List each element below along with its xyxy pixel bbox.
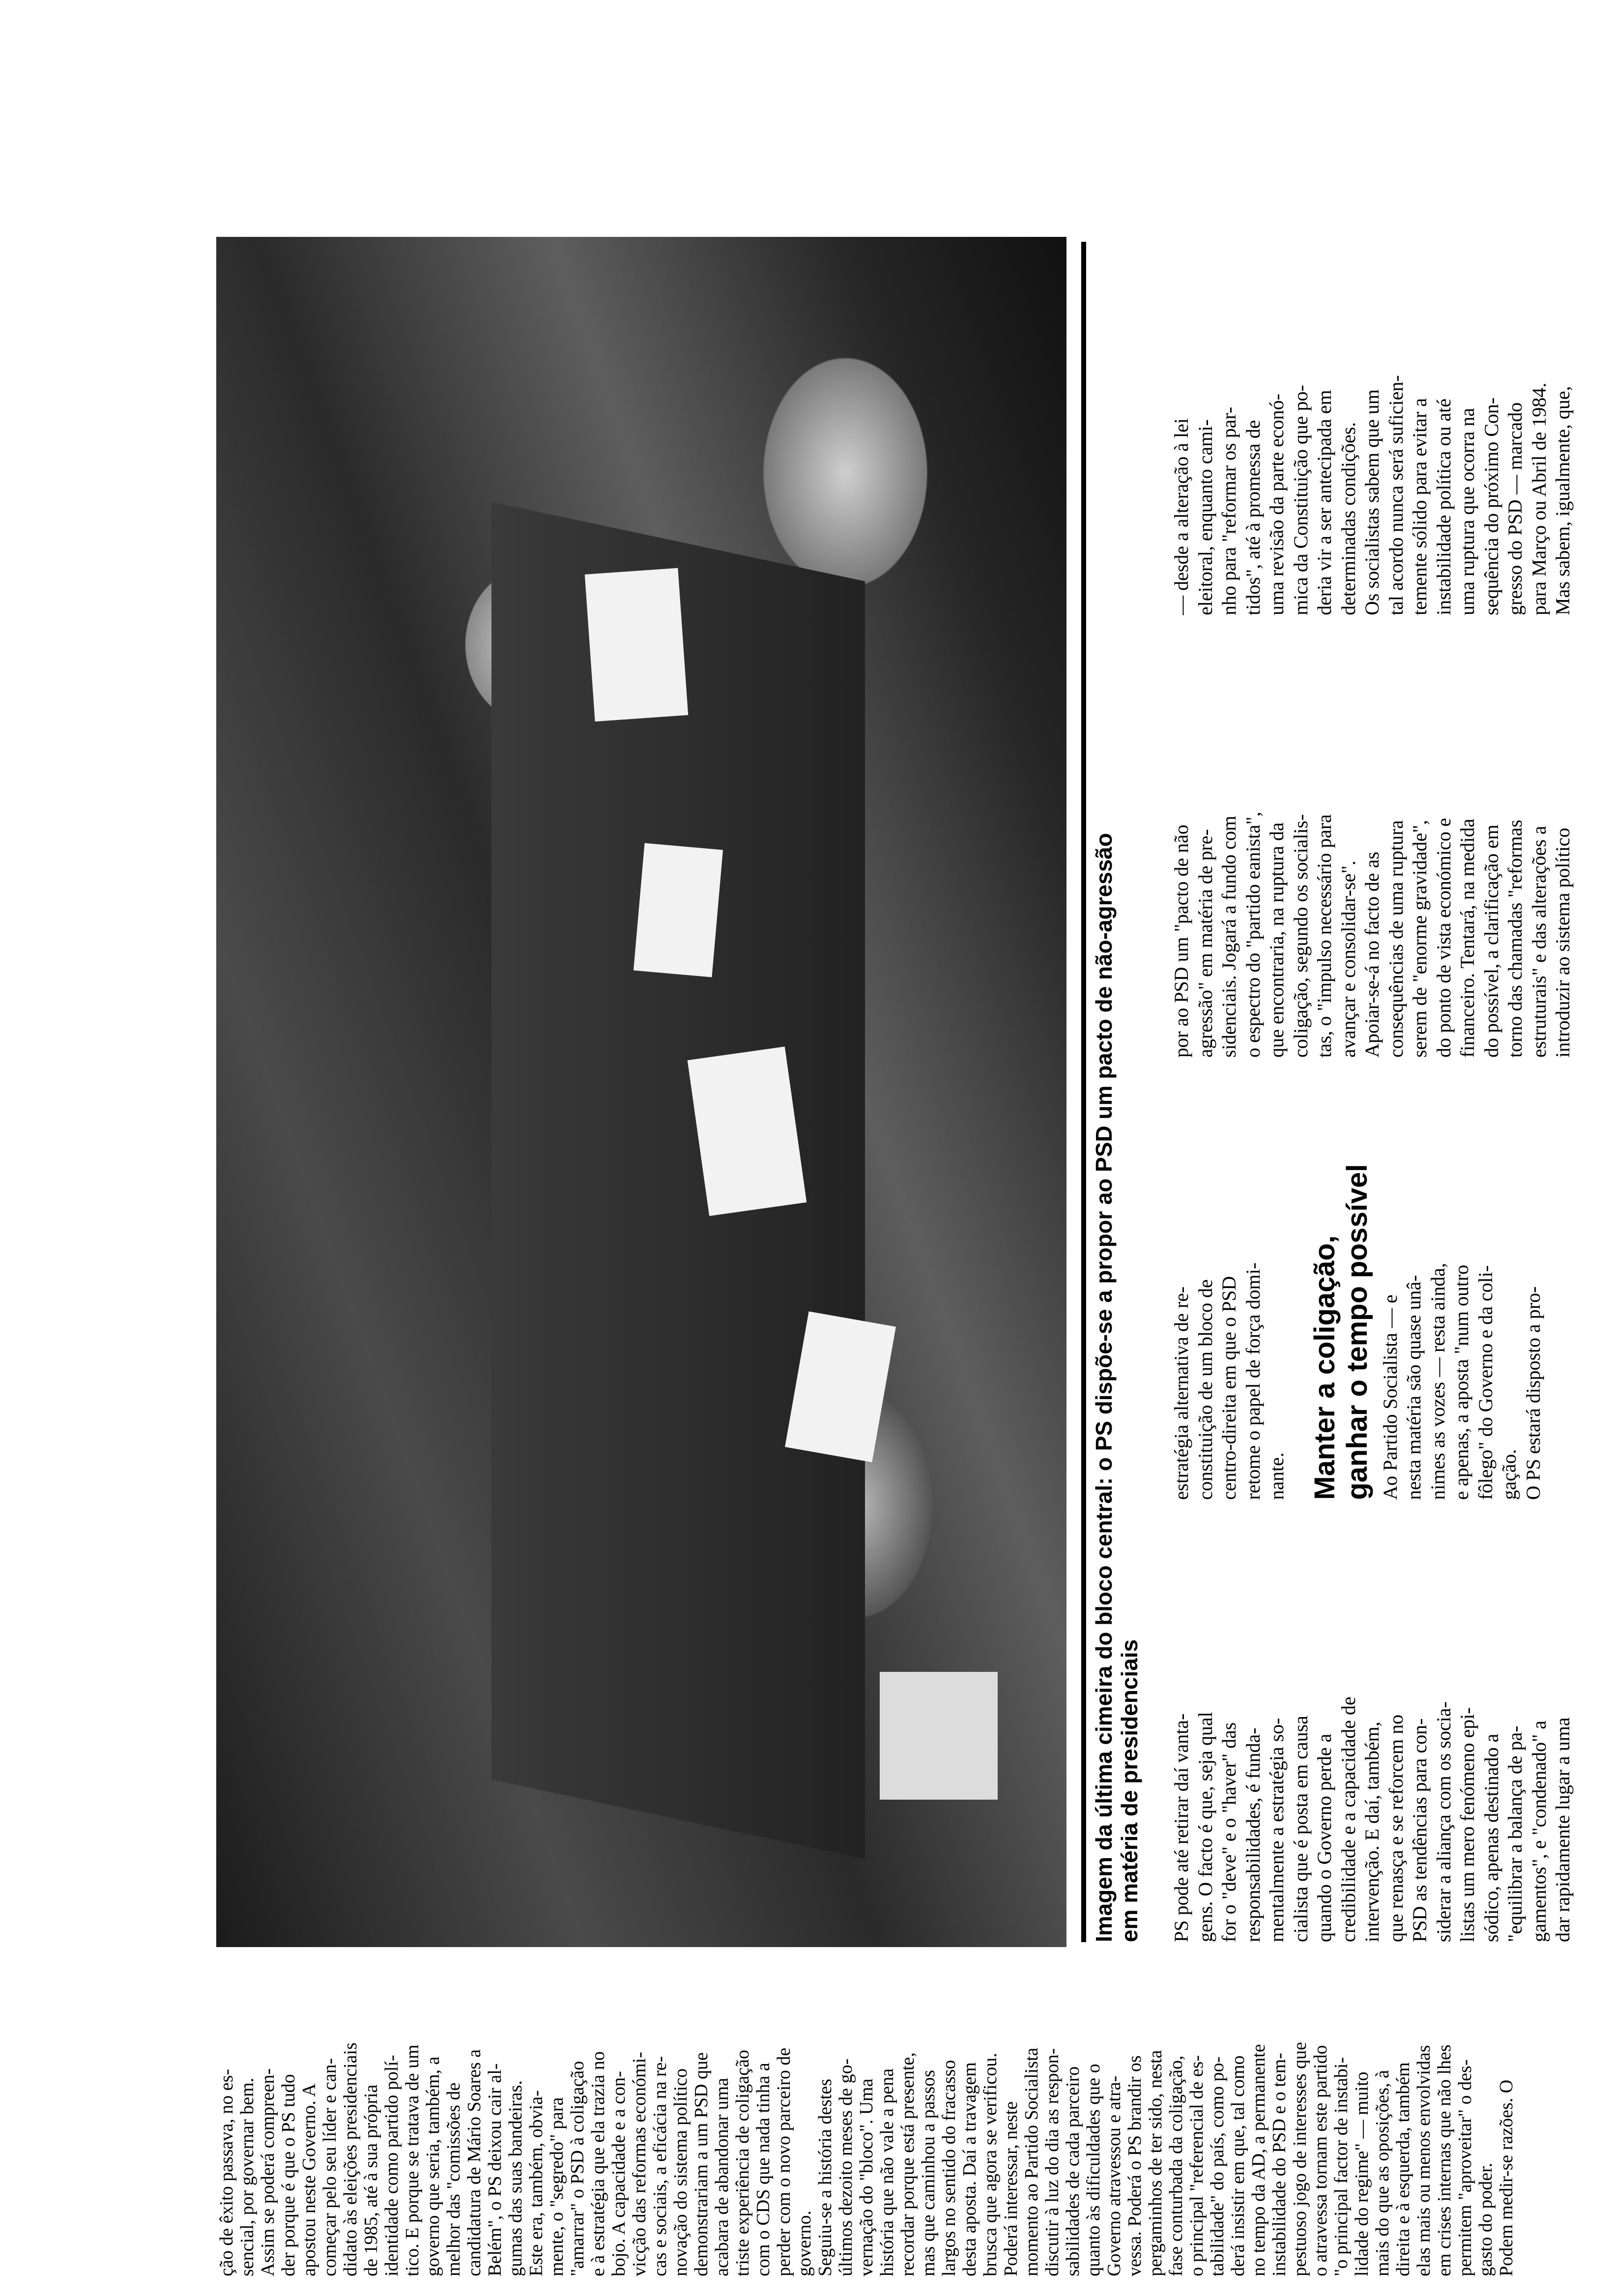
left-column-line: sencial, por governar bem.	[237, 2077, 258, 2276]
left-column-line: derá insistir em que, tal como	[1228, 2055, 1248, 2276]
col2-line: PS pode até retirar daí vanta-	[1170, 1713, 1192, 1942]
left-column-line: discutir à luz do dia as respon-	[1042, 2048, 1063, 2276]
col5-line: sequência do próximo Con-	[1480, 397, 1502, 615]
left-column-line: Poderá interessar, neste	[1001, 2101, 1021, 2276]
section-subhead	[1309, 1077, 1374, 1500]
left-column-line: sabilidades de cada parceiro	[1063, 2066, 1083, 2276]
left-column-line: em crises internas que não lhes	[1434, 2044, 1455, 2276]
article-column-3	[1170, 1077, 1545, 1500]
left-column-line: pergaminhos de ter sido, nesta	[1145, 2050, 1166, 2276]
photo-paper	[633, 843, 723, 977]
col3-line: retome o papel de força domi-	[1241, 1262, 1264, 1500]
photo-caption	[1081, 242, 1142, 1942]
col3-line: centro-direita em que o PSD	[1218, 1276, 1240, 1500]
col4-line: consequências de uma ruptura	[1384, 820, 1407, 1058]
left-column-line: Governo atravessou e atra-	[1104, 2075, 1124, 2276]
left-column-line: "o principal factor de instabi-	[1331, 2057, 1352, 2276]
caption-line-2: em matéria de presidenciais	[1117, 1639, 1142, 1942]
left-column-line: desta aposta. Daí a travagem	[959, 2062, 980, 2276]
col3-line: nante.	[1266, 1452, 1288, 1500]
left-column-line: der porque é que o PS tudo	[278, 2074, 299, 2276]
col2-line: quando o Governo perde a	[1313, 1733, 1335, 1942]
col5-line: gresso do PSD — marcado	[1504, 402, 1526, 615]
subhead-line-2: ganhar o tempo possível	[1341, 1164, 1373, 1500]
left-column-line: Seguiu-se a história destes	[815, 2078, 835, 2276]
col4-line: avançar e consolidar-se".	[1337, 861, 1359, 1058]
left-article-column	[216, 1962, 1543, 2276]
left-column-line: com o CDS que nada tinha a	[753, 2063, 774, 2276]
col4-line: sidenciais. Jogará a fundo com	[1218, 815, 1240, 1058]
left-column-line: o principal "referencial de es-	[1186, 2055, 1207, 2276]
col2-line: gamentos", e "condenado" a	[1527, 1720, 1550, 1942]
left-column-line: momento ao Partido Socialista	[1021, 2047, 1042, 2276]
left-column-line: governo.	[794, 2210, 815, 2276]
col3-line: Ao Partido Socialista — e	[1379, 1294, 1401, 1500]
left-column-line: Podem medir-se razões. O	[1496, 2079, 1517, 2276]
left-column-line: governo que seria, também, a	[423, 2056, 443, 2276]
left-column-line: instabilidade do PSD e o tem-	[1269, 2053, 1290, 2276]
col5-line: determinadas condições.	[1337, 422, 1359, 615]
left-column-line: mente, o "segredo" para	[547, 2097, 567, 2276]
col2-line: gens. O facto é que, seja qual	[1194, 1712, 1216, 1942]
col5-line: — desde a alteração à lei	[1170, 418, 1192, 615]
left-column-line: gasto do poder.	[1475, 2162, 1496, 2276]
left-column-line: vernação do "bloco". Uma	[856, 2078, 877, 2276]
col3-line: gação.	[1498, 1449, 1520, 1500]
col4-line: introduzir ao sistema político	[1552, 828, 1574, 1058]
col2-line: listas um mero fenómeno epi-	[1456, 1707, 1478, 1942]
left-column-line: melhor das "comissões de	[443, 2082, 464, 2276]
col2-line: responsabilidades, é funda-	[1241, 1727, 1264, 1942]
caption-line-1: Imagem da última cimeira do bloco central: o PS dispõe-se a propor ao PSD um pacto de não-agressão	[1091, 832, 1117, 1942]
left-column-line: candidatura de Mário Soares a	[464, 2049, 485, 2276]
left-column-line: largos no sentido do fracasso	[939, 2060, 959, 2276]
col5-line: Os socialistas sabem que um	[1361, 389, 1383, 615]
article-column-2	[1170, 1520, 1575, 1942]
col5-line: uma revisão da parte econó-	[1266, 394, 1288, 615]
col2-line: siderar a aliança com os socia-	[1432, 1701, 1455, 1942]
col5-line: para Março ou Abril de 1984.	[1527, 382, 1550, 615]
col4-line: que encontraria, na ruptura da	[1266, 822, 1288, 1058]
left-column-line: vessa. Poderá o PS brandir os	[1124, 2055, 1145, 2276]
col3-line: O PS estará disposto a pro-	[1522, 1286, 1544, 1500]
col5-line: Mas sabem, igualmente, que,	[1552, 386, 1574, 615]
col5-line: instabilidade política ou até	[1432, 399, 1455, 615]
photo-paper	[585, 568, 688, 722]
left-column-line: triste experiência de coligação	[732, 2049, 753, 2276]
col2-line: PSD as tendências para con-	[1409, 1718, 1431, 1942]
col2-line: dar rapidamente lugar a uma	[1552, 1717, 1574, 1942]
col4-line: do ponto de vista económico e	[1432, 818, 1455, 1058]
left-column-line: mas que caminhou a passos	[918, 2069, 939, 2276]
left-column-line: fase conturbada da coligação,	[1166, 2055, 1186, 2276]
col4-line: Apoiar-se-á no facto de as	[1361, 851, 1383, 1058]
col3-line: e apenas, a aposta "num outro	[1450, 1264, 1472, 1500]
left-column-line: permitem "aproveitar" o des-	[1455, 2059, 1475, 2276]
left-column-line: Este era, também, obvia-	[526, 2090, 547, 2276]
col4-line: agressão" em matéria de pre-	[1194, 829, 1216, 1058]
col4-line: serem de "enorme gravidade",	[1409, 820, 1431, 1058]
left-column-line: pestuoso jogo de interesses que	[1290, 2041, 1310, 2276]
article-column-4	[1170, 635, 1575, 1058]
col4-line: estruturais" e das alterações a	[1527, 826, 1550, 1058]
left-column-line: quanto às dificuldades que o	[1083, 2064, 1104, 2276]
left-column-line: recordar porque está presente,	[897, 2052, 918, 2276]
col5-line: tal acordo nunca será suficien-	[1384, 375, 1407, 615]
col4-line: torno das chamadas "reformas	[1504, 820, 1526, 1058]
col2-line: mentalmente a estratégia so-	[1266, 1718, 1288, 1942]
news-photo	[216, 237, 1066, 1947]
left-column-line: Belém", o PS deixou cair al-	[485, 2063, 505, 2276]
col5-line: mica da Constituição que po-	[1289, 385, 1312, 615]
left-column-line: cas e sociais, a eficácia na re-	[650, 2056, 670, 2276]
left-column-line: bojo. A capacidade e a con-	[608, 2071, 629, 2276]
left-column-line: no tempo da AD, a permanente	[1248, 2044, 1269, 2276]
col5-line: tidos", até à promessa de	[1241, 420, 1264, 615]
photo-arrow-sign	[880, 1672, 998, 1800]
col2-line: cialista que é posta em causa	[1289, 1716, 1312, 1942]
subhead-line-1: Manter a coligação,	[1308, 1235, 1341, 1500]
left-column-line: mais do que as oposições, à	[1372, 2069, 1393, 2276]
col2-line: sódico, apenas destinado a	[1480, 1733, 1502, 1942]
left-column-line: lidade do regime" — muito	[1352, 2071, 1372, 2276]
left-column-line: tico. E porque se tratava de um	[402, 2044, 423, 2276]
left-column-line: gumas das suas bandeiras.	[505, 2080, 526, 2276]
col5-line: temente sólido para evitar a	[1409, 398, 1431, 615]
left-column-line: didato às eleições presidenciais	[340, 2042, 361, 2276]
left-column-line: acabara de abandonar uma	[712, 2077, 732, 2276]
col2-line: "equilibrar a balança de pa-	[1504, 1725, 1526, 1942]
col3-line: fôlego" do Governo e da coli-	[1474, 1265, 1497, 1500]
col2-line: intervenção. E daí, também,	[1361, 1722, 1383, 1942]
col3-line: estratégia alternativa de re-	[1170, 1286, 1192, 1500]
col2-line: for o "deve" e o "haver" das	[1218, 1722, 1240, 1942]
left-column-line: novação do sistema político	[670, 2068, 691, 2276]
left-column-line: últimos dezoito meses de go-	[835, 2058, 856, 2276]
left-column-line: Assim se poderá compreen-	[258, 2068, 278, 2276]
col4-line: financeiro. Tentará, na medida	[1456, 818, 1478, 1058]
article-column-5	[1170, 193, 1575, 615]
left-column-line: tabilidade" do país, como po-	[1207, 2056, 1228, 2276]
left-column-line: ção de êxito passava, no es-	[216, 2068, 237, 2276]
col5-line: uma ruptura que ocorra na	[1456, 407, 1478, 615]
col5-line: deria vir a ser antecipada em	[1313, 390, 1335, 615]
col3-line: nimes as vozes — resta ainda,	[1426, 1263, 1449, 1500]
col2-line: credibilidade e a capacidade de	[1337, 1696, 1359, 1942]
col3-line: constituição de um bloco de	[1194, 1279, 1216, 1500]
col5-line: nho para "reformar os par-	[1218, 406, 1240, 615]
col2-line: que renasça e se reforcem no	[1384, 1714, 1407, 1942]
col4-line: por ao PSD um "pacto de não	[1170, 824, 1192, 1058]
left-column-line: demonstrariam a um PSD que	[691, 2052, 712, 2276]
left-column-line: perder com o novo parceiro de	[774, 2047, 794, 2276]
left-column-line: o atravessa tornam este partido	[1310, 2045, 1331, 2276]
left-column-line: elas mais ou menos envolvidas	[1413, 2045, 1434, 2276]
col5-line: eleitoral, enquanto cami-	[1194, 419, 1216, 615]
left-column-line: apostou neste Governo. A	[299, 2083, 319, 2276]
left-column-line: e à estratégia que ela trazia no	[588, 2051, 608, 2276]
col4-line: do possível, a clarificação em	[1480, 824, 1502, 1058]
col4-line: tas, o "impulso necessário para	[1313, 814, 1335, 1058]
left-column-line: identidade como partido polí-	[381, 2055, 402, 2276]
left-column-line: brusca que agora se verificou.	[980, 2053, 1001, 2276]
col3-line: nesta matéria são quase unâ-	[1403, 1275, 1425, 1500]
left-column-line: história que não vale a pena	[877, 2068, 897, 2276]
left-column-line: direita e à esquerda, também	[1393, 2062, 1413, 2276]
col4-line: coligação, segundo os socialis-	[1289, 814, 1312, 1058]
left-column-line: "amarrar" o PSD à coligação	[567, 2061, 588, 2276]
left-column-line: de 1985, até à sua própria	[361, 2084, 381, 2276]
left-column-line: vicção das reformas económi-	[629, 2052, 650, 2276]
col4-line: o espectro do "partido eanista",	[1241, 811, 1264, 1058]
left-column-line: começar pelo seu líder e can-	[319, 2058, 340, 2276]
